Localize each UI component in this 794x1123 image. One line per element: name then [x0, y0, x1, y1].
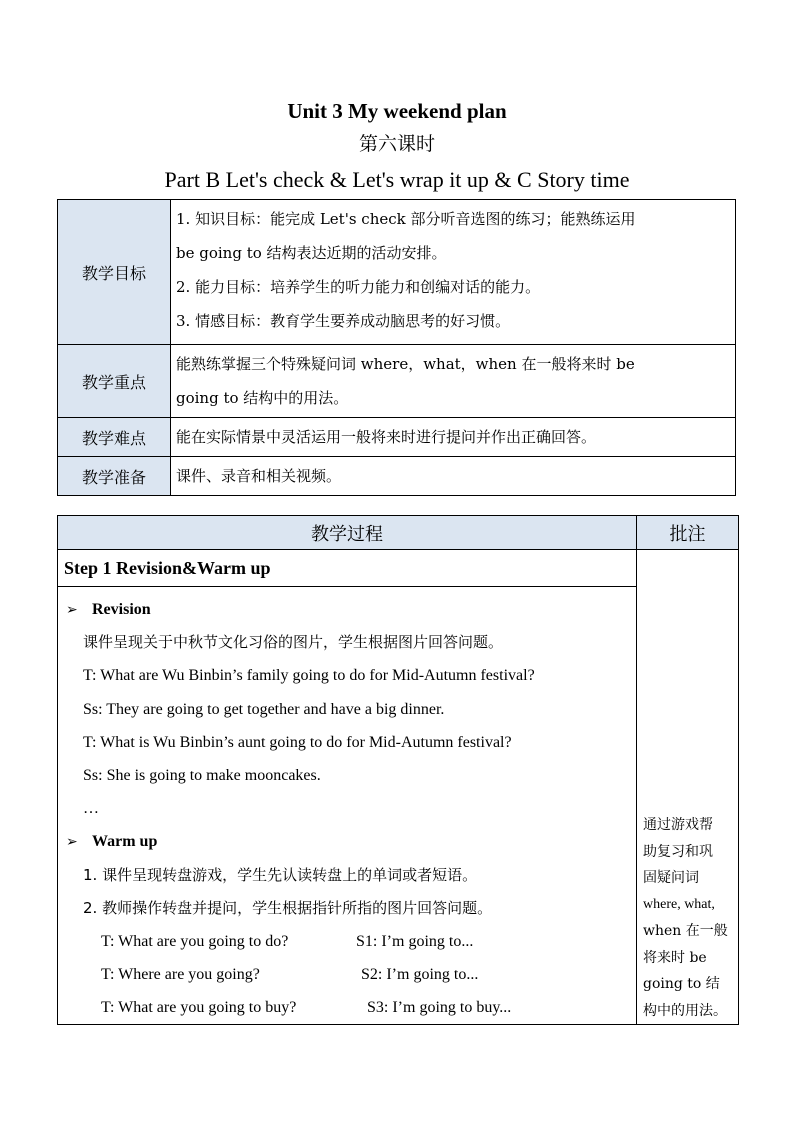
- preparation-row: [58, 457, 736, 496]
- revision-line: Ss: They are going to get together and have a big dinner.: [83, 700, 445, 718]
- dialogue-teacher: T: Where are you going?: [101, 966, 260, 984]
- key-points-line: 能熟练掌握三个特殊疑问词 where，what，when 在一般将来时 be: [176, 355, 635, 373]
- revision-heading: [58, 593, 636, 626]
- process-table: [57, 515, 739, 1025]
- revision-line: T: What is Wu Binbin’s aunt going to do for Mid-Autumn festival?: [83, 733, 512, 751]
- revision-line: …: [83, 800, 99, 818]
- warmup-line: 1. 课件呈现转盘游戏，学生先认读转盘上的单词或者短语。: [83, 865, 478, 884]
- lesson-number: 第六课时: [358, 133, 435, 155]
- goals-label: 教学目标: [58, 200, 171, 345]
- objectives-table: [57, 199, 736, 496]
- preparation-text: 课件、录音和相关视频。: [176, 467, 342, 485]
- difficulty-label: 教学难点: [58, 418, 171, 457]
- key-points-content: [171, 345, 736, 418]
- goals-line: 3. 情感目标：教育学生要养成动脑思考的好习惯。: [176, 312, 511, 330]
- note-line: 通过游戏帮: [643, 817, 713, 833]
- difficulty-content: [171, 418, 736, 457]
- step-row: [58, 550, 739, 587]
- step-body-row: [58, 587, 739, 1025]
- dialogue-line: [58, 991, 636, 1024]
- process-header: 教学过程: [58, 516, 637, 550]
- dialogue-line: [58, 958, 636, 991]
- preparation-content: [171, 457, 736, 496]
- goals-line: 1. 知识目标：能完成 Let's check 部分听音选图的练习；能熟练运用: [176, 210, 636, 228]
- goals-line: be going to 结构表达近期的活动安排。: [176, 244, 447, 262]
- difficulty-text: 能在实际情景中灵活运用一般将来时进行提问并作出正确回答。: [176, 428, 597, 446]
- arrow-bullet-icon: ➢: [66, 834, 78, 851]
- difficulty-row: [58, 418, 736, 457]
- dialogue-teacher: T: What are you going to do?: [101, 932, 289, 950]
- key-points-label: 教学重点: [58, 345, 171, 418]
- dialogue-line: [58, 925, 636, 958]
- warmup-heading: [58, 825, 636, 858]
- dialogue-student: S2: I’m going to...: [361, 966, 479, 984]
- dialogue-student: S1: I’m going to...: [356, 932, 474, 950]
- note-line: 构中的用法。: [643, 1002, 727, 1019]
- warmup-title: Warm up: [92, 833, 158, 851]
- process-header-row: [58, 516, 739, 550]
- note-line: going to 结: [643, 976, 720, 992]
- note-line: 固疑问词: [643, 870, 699, 886]
- dialogue-student: S3: I’m going to buy...: [367, 999, 512, 1017]
- notes-cell: [637, 550, 739, 1025]
- revision-line: Ss: She is going to make mooncakes.: [83, 766, 321, 784]
- note-line: where, what,: [643, 896, 715, 912]
- key-points-row: [58, 345, 736, 418]
- key-points-line: going to 结构中的用法。: [176, 389, 349, 407]
- revision-title: Revision: [92, 601, 151, 618]
- document-header: [0, 96, 794, 198]
- note-line: 助复习和巩: [643, 843, 713, 860]
- goals-content: [171, 200, 736, 345]
- warmup-line: 2. 教师操作转盘并提问，学生根据指针所指的图片回答问题。: [83, 898, 493, 917]
- note-line: 将来时 be: [643, 949, 707, 966]
- goals-row: [58, 200, 736, 345]
- notes-header: 批注: [637, 516, 739, 550]
- preparation-label: 教学准备: [58, 457, 171, 496]
- unit-title: Unit 3 My weekend plan: [287, 99, 507, 123]
- dialogue-teacher: T: What are you going to buy?: [101, 999, 297, 1017]
- note-line: when 在一般: [643, 923, 728, 939]
- goals-line: 2. 能力目标：培养学生的听力能力和创编对话的能力。: [176, 278, 541, 296]
- revision-line: 课件呈现关于中秋节文化习俗的图片，学生根据图片回答问题。: [83, 633, 504, 652]
- lesson-part-title: Part B Let's check & Let's wrap it up & C Story time: [164, 167, 630, 192]
- step-body: [58, 587, 637, 1025]
- arrow-bullet-icon: ➢: [66, 602, 78, 618]
- revision-line: T: What are Wu Binbin’s family going to do for Mid-Autumn festival?: [83, 667, 535, 685]
- step-title: Step 1 Revision&Warm up: [58, 550, 637, 587]
